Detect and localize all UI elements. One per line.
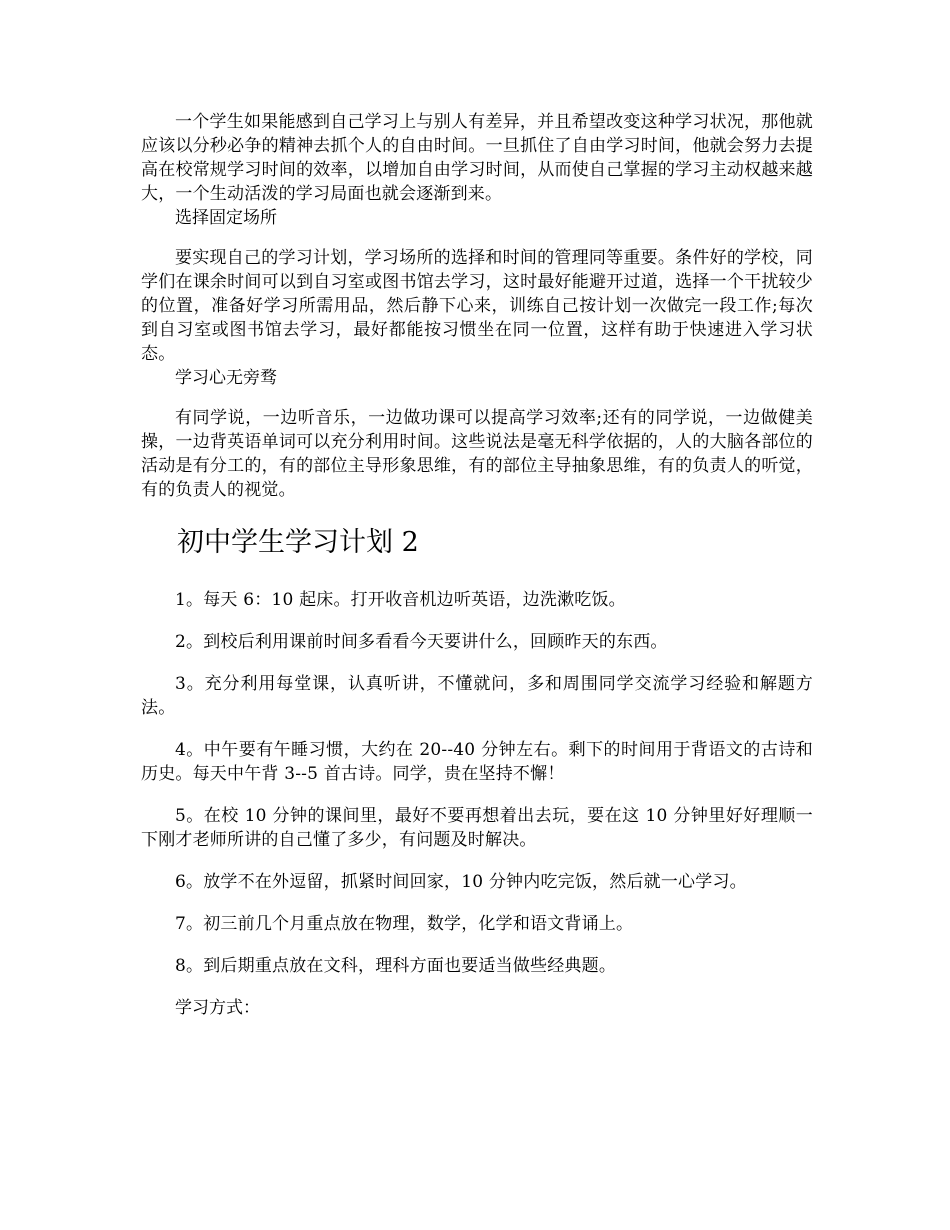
list-item: 3。充分利用每堂课，认真听讲，不懂就问，多和周围同学交流学习经验和解题方法。 [141, 674, 813, 718]
paragraph-free-time: 一个学生如果能感到自己学习上与别人有差异，并且希望改变这种学习状况，那他就应该以分秒必争的精神去抓个人的自由时间。一旦抓住了自由学习时间，他就会努力去提高在校常规学习时间的效率，以增加自由学习时间，从而使自己掌握的学习主动权越来越大，一个生动活泼的学习局面也就会逐渐到来。 [141, 112, 813, 204]
list-item: 7。初三前几个月重点放在物理，数学，化学和语文背诵上。 [175, 914, 634, 934]
subheading-focus: 学习心无旁骛 [175, 368, 277, 388]
document-page [141, 110, 813, 1020]
paragraph-study-place: 要实现自己的学习计划，学习场所的选择和时间的管理同等重要。条件好的学校，同学们在课余时间可以到自习室或图书馆去学习，这时最好能避开过道，选择一个干扰较少的位置，准备好学习所需用品，然后静下心来，训练自己按计划一次做完一段工作;每次到自习室或图书馆去学习，最好都能按习惯坐在同一位置，这样有助于快速进入学习状态。 [141, 248, 813, 364]
section-title: 初中学生学习计划 2 [177, 527, 419, 558]
list-item: 4。中午要有午睡习惯，大约在 20--40 分钟左右。剩下的时间用于背语文的古诗和历史。每天中午背 3--5 首古诗。同学，贵在坚持不懈！ [141, 740, 813, 784]
list-item: 2。到校后利用课前时间多看看今天要讲什么，回顾昨天的东西。 [175, 632, 668, 652]
list-item: 5。在校 10 分钟的课间里，最好不要再想着出去玩，要在这 10 分钟里好好理顺一下刚才老师所讲的自己懂了多少，有问题及时解决。 [141, 806, 813, 850]
list-item: 6。放学不在外逗留，抓紧时间回家，10 分钟内吃完饭，然后就一心学习。 [175, 872, 747, 892]
paragraph-focus: 有同学说，一边听音乐，一边做功课可以提高学习效率;还有的同学说，一边做健美操，一边背英语单词可以充分利用时间。这些说法是毫无科学依据的，人的大脑各部位的活动是有分工的，有的部位主导形象思维，有的部位主导抽象思维，有的负责人的听觉，有的负责人的视觉。 [141, 408, 813, 500]
study-method-label: 学习方式： [175, 998, 260, 1018]
subheading-fixed-place: 选择固定场所 [175, 208, 277, 228]
list-item: 1。每天 6：10 起床。打开收音机边听英语，边洗漱吃饭。 [175, 590, 626, 610]
list-item: 8。到后期重点放在文科，理科方面也要适当做些经典题。 [175, 956, 617, 976]
